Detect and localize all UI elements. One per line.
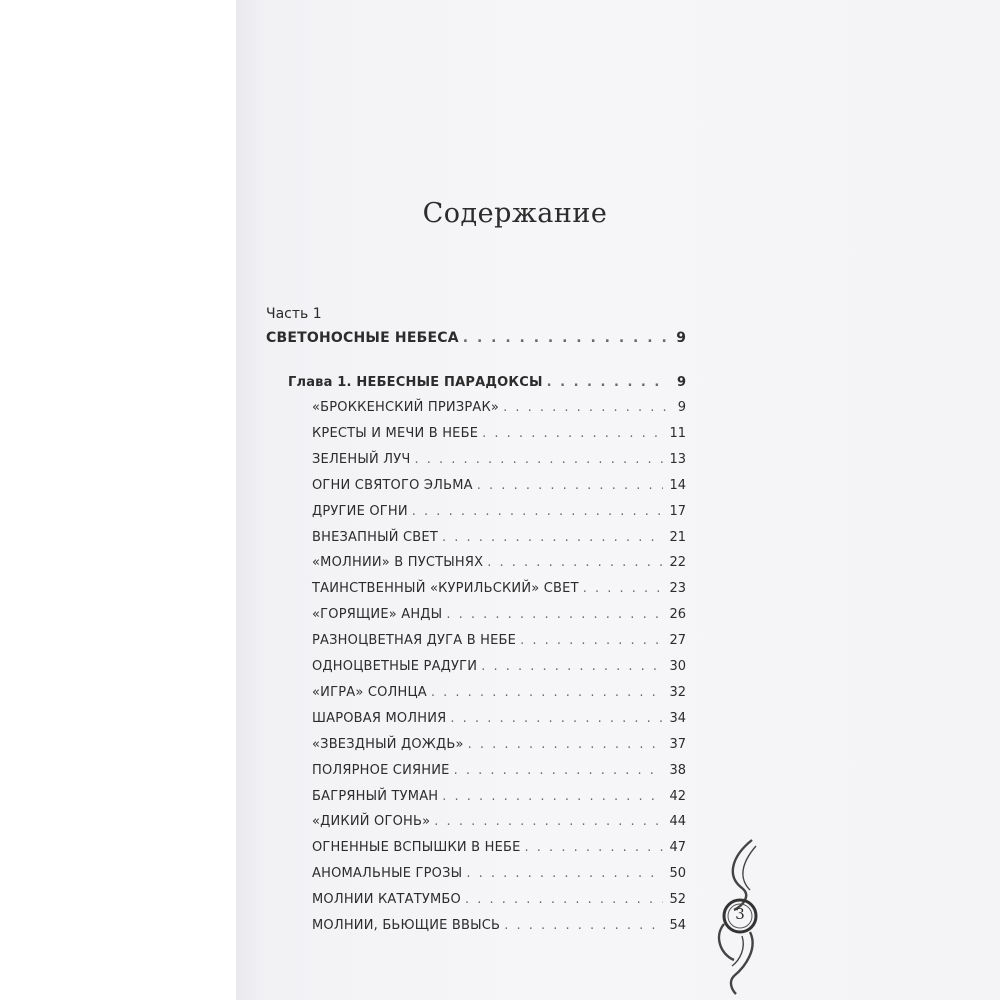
toc-item-entry[interactable] [312, 866, 686, 888]
toc-item-entry[interactable] [312, 892, 686, 914]
toc-page-number: 13 [669, 451, 686, 467]
leader-dots [504, 918, 663, 933]
toc-page-number: 9 [677, 400, 686, 415]
toc-page-number: 52 [669, 892, 686, 908]
toc-item-title: «ИГРА» СОЛНЦА [312, 684, 427, 700]
leader-dots [503, 400, 666, 415]
leader-dots [482, 426, 663, 441]
toc-item-entry[interactable] [312, 918, 686, 940]
toc-page-number: 9 [676, 330, 686, 346]
toc-page-number: 17 [669, 503, 686, 519]
leader-dots [454, 763, 664, 778]
toc-item-title: ОГНЕННЫЕ ВСПЫШКИ В НЕБЕ [312, 840, 521, 856]
toc-item-title: ТАИНСТВЕННЫЙ «КУРИЛЬСКИЙ» СВЕТ [312, 581, 579, 597]
toc-page-number: 14 [669, 477, 686, 493]
toc-part-title: СВЕТОНОСНЫЕ НЕБЕСА [266, 330, 459, 346]
toc-item-entry[interactable] [312, 504, 686, 526]
toc-page-number: 42 [669, 788, 686, 804]
toc-item-title: КРЕСТЫ И МЕЧИ В НЕБЕ [312, 425, 479, 441]
toc-page-number: 32 [669, 684, 686, 700]
toc-item-title: ВНЕЗАПНЫЙ СВЕТ [312, 529, 438, 545]
toc-page-number: 9 [676, 375, 686, 390]
leader-dots [481, 659, 663, 674]
toc-item-title: МОЛНИИ КАТАТУМБО [312, 892, 461, 908]
toc-item-title: ШАРОВАЯ МОЛНИЯ [312, 710, 447, 726]
toc-item-entry[interactable] [312, 840, 686, 862]
leader-dots [466, 866, 663, 881]
toc-item-entry[interactable] [312, 530, 686, 552]
toc-page-number: 22 [669, 555, 686, 571]
toc-item-entry[interactable] [312, 555, 686, 577]
leader-dots [446, 607, 663, 622]
toc-item-entry[interactable] [312, 452, 686, 474]
leader-dots [414, 452, 663, 467]
leader-dots [468, 737, 664, 752]
toc-page-number: 21 [669, 529, 686, 545]
leader-dots [487, 555, 663, 570]
toc-item-title: МОЛНИИ, БЬЮЩИЕ ВВЫСЬ [312, 918, 501, 933]
toc-item-title: «БРОККЕНСКИЙ ПРИЗРАК» [312, 400, 500, 415]
toc-page-number: 54 [669, 918, 686, 933]
toc-page-number: 44 [669, 814, 686, 830]
toc-item-entry[interactable] [312, 685, 686, 707]
toc-item-entry[interactable] [312, 789, 686, 811]
toc-page-number: 34 [669, 710, 686, 726]
toc-chapter-entry[interactable] [288, 375, 686, 397]
leader-dots [477, 478, 664, 493]
toc-item-title: ДРУГИЕ ОГНИ [312, 503, 408, 519]
leader-dots [431, 685, 664, 700]
leader-dots [442, 789, 663, 804]
leader-dots [547, 375, 666, 390]
page-number: 3 [735, 905, 745, 923]
toc-page-number: 26 [669, 607, 686, 623]
part-label: Часть 1 [266, 306, 322, 322]
toc-item-title: ОДНОЦВЕТНЫЕ РАДУГИ [312, 659, 478, 674]
toc-item-entry[interactable] [312, 763, 686, 785]
toc-item-title: РАЗНОЦВЕТНАЯ ДУГА В НЕБЕ [312, 633, 517, 649]
toc-item-entry[interactable] [312, 737, 686, 759]
toc-item-title: «ЗВЕЗДНЫЙ ДОЖДЬ» [312, 736, 464, 752]
toc-chapter-title: Глава 1. НЕБЕСНЫЕ ПАРАДОКСЫ [288, 375, 543, 390]
leader-dots [583, 581, 664, 596]
toc-item-entry[interactable] [312, 400, 686, 422]
toc-item-entry[interactable] [312, 814, 686, 836]
toc-item-entry[interactable] [312, 659, 686, 681]
toc-page-number: 27 [669, 633, 686, 649]
leader-dots [463, 330, 666, 346]
toc-item-title: «МОЛНИИ» В ПУСТЫНЯХ [312, 555, 484, 571]
toc-item-entry[interactable] [312, 607, 686, 629]
toc-page-number: 47 [669, 840, 686, 856]
toc-item-title: БАГРЯНЫЙ ТУМАН [312, 788, 439, 804]
leader-dots [525, 840, 664, 855]
toc-item-title: АНОМАЛЬНЫЕ ГРОЗЫ [312, 866, 463, 882]
toc-item-title: ПОЛЯРНОЕ СИЯНИЕ [312, 762, 450, 778]
toc-item-entry[interactable] [312, 478, 686, 500]
toc-item-entry[interactable] [312, 711, 686, 733]
leader-dots [465, 892, 663, 907]
toc-item-entry[interactable] [312, 581, 686, 603]
toc-item-title: ОГНИ СВЯТОГО ЭЛЬМА [312, 477, 473, 493]
page-title: Содержание [422, 198, 608, 229]
toc-part-entry[interactable] [266, 330, 686, 352]
toc-item-title: «ДИКИЙ ОГОНЬ» [312, 814, 431, 830]
toc-item-title: ЗЕЛЕНЫЙ ЛУЧ [312, 451, 411, 467]
toc-item-title: «ГОРЯЩИЕ» АНДЫ [312, 607, 443, 623]
toc-page-number: 37 [669, 736, 686, 752]
leader-dots [412, 504, 664, 519]
leader-dots [520, 633, 663, 648]
toc-page-number: 38 [669, 762, 686, 778]
leader-dots [434, 814, 663, 829]
toc-page-number: 11 [669, 425, 686, 441]
toc-page-number: 23 [669, 581, 686, 597]
toc-item-entry[interactable] [312, 633, 686, 655]
leader-dots [442, 530, 663, 545]
leader-dots [450, 711, 663, 726]
toc-page-number: 50 [669, 866, 686, 882]
toc-item-entry[interactable] [312, 426, 686, 448]
toc-page-number: 30 [669, 659, 686, 674]
